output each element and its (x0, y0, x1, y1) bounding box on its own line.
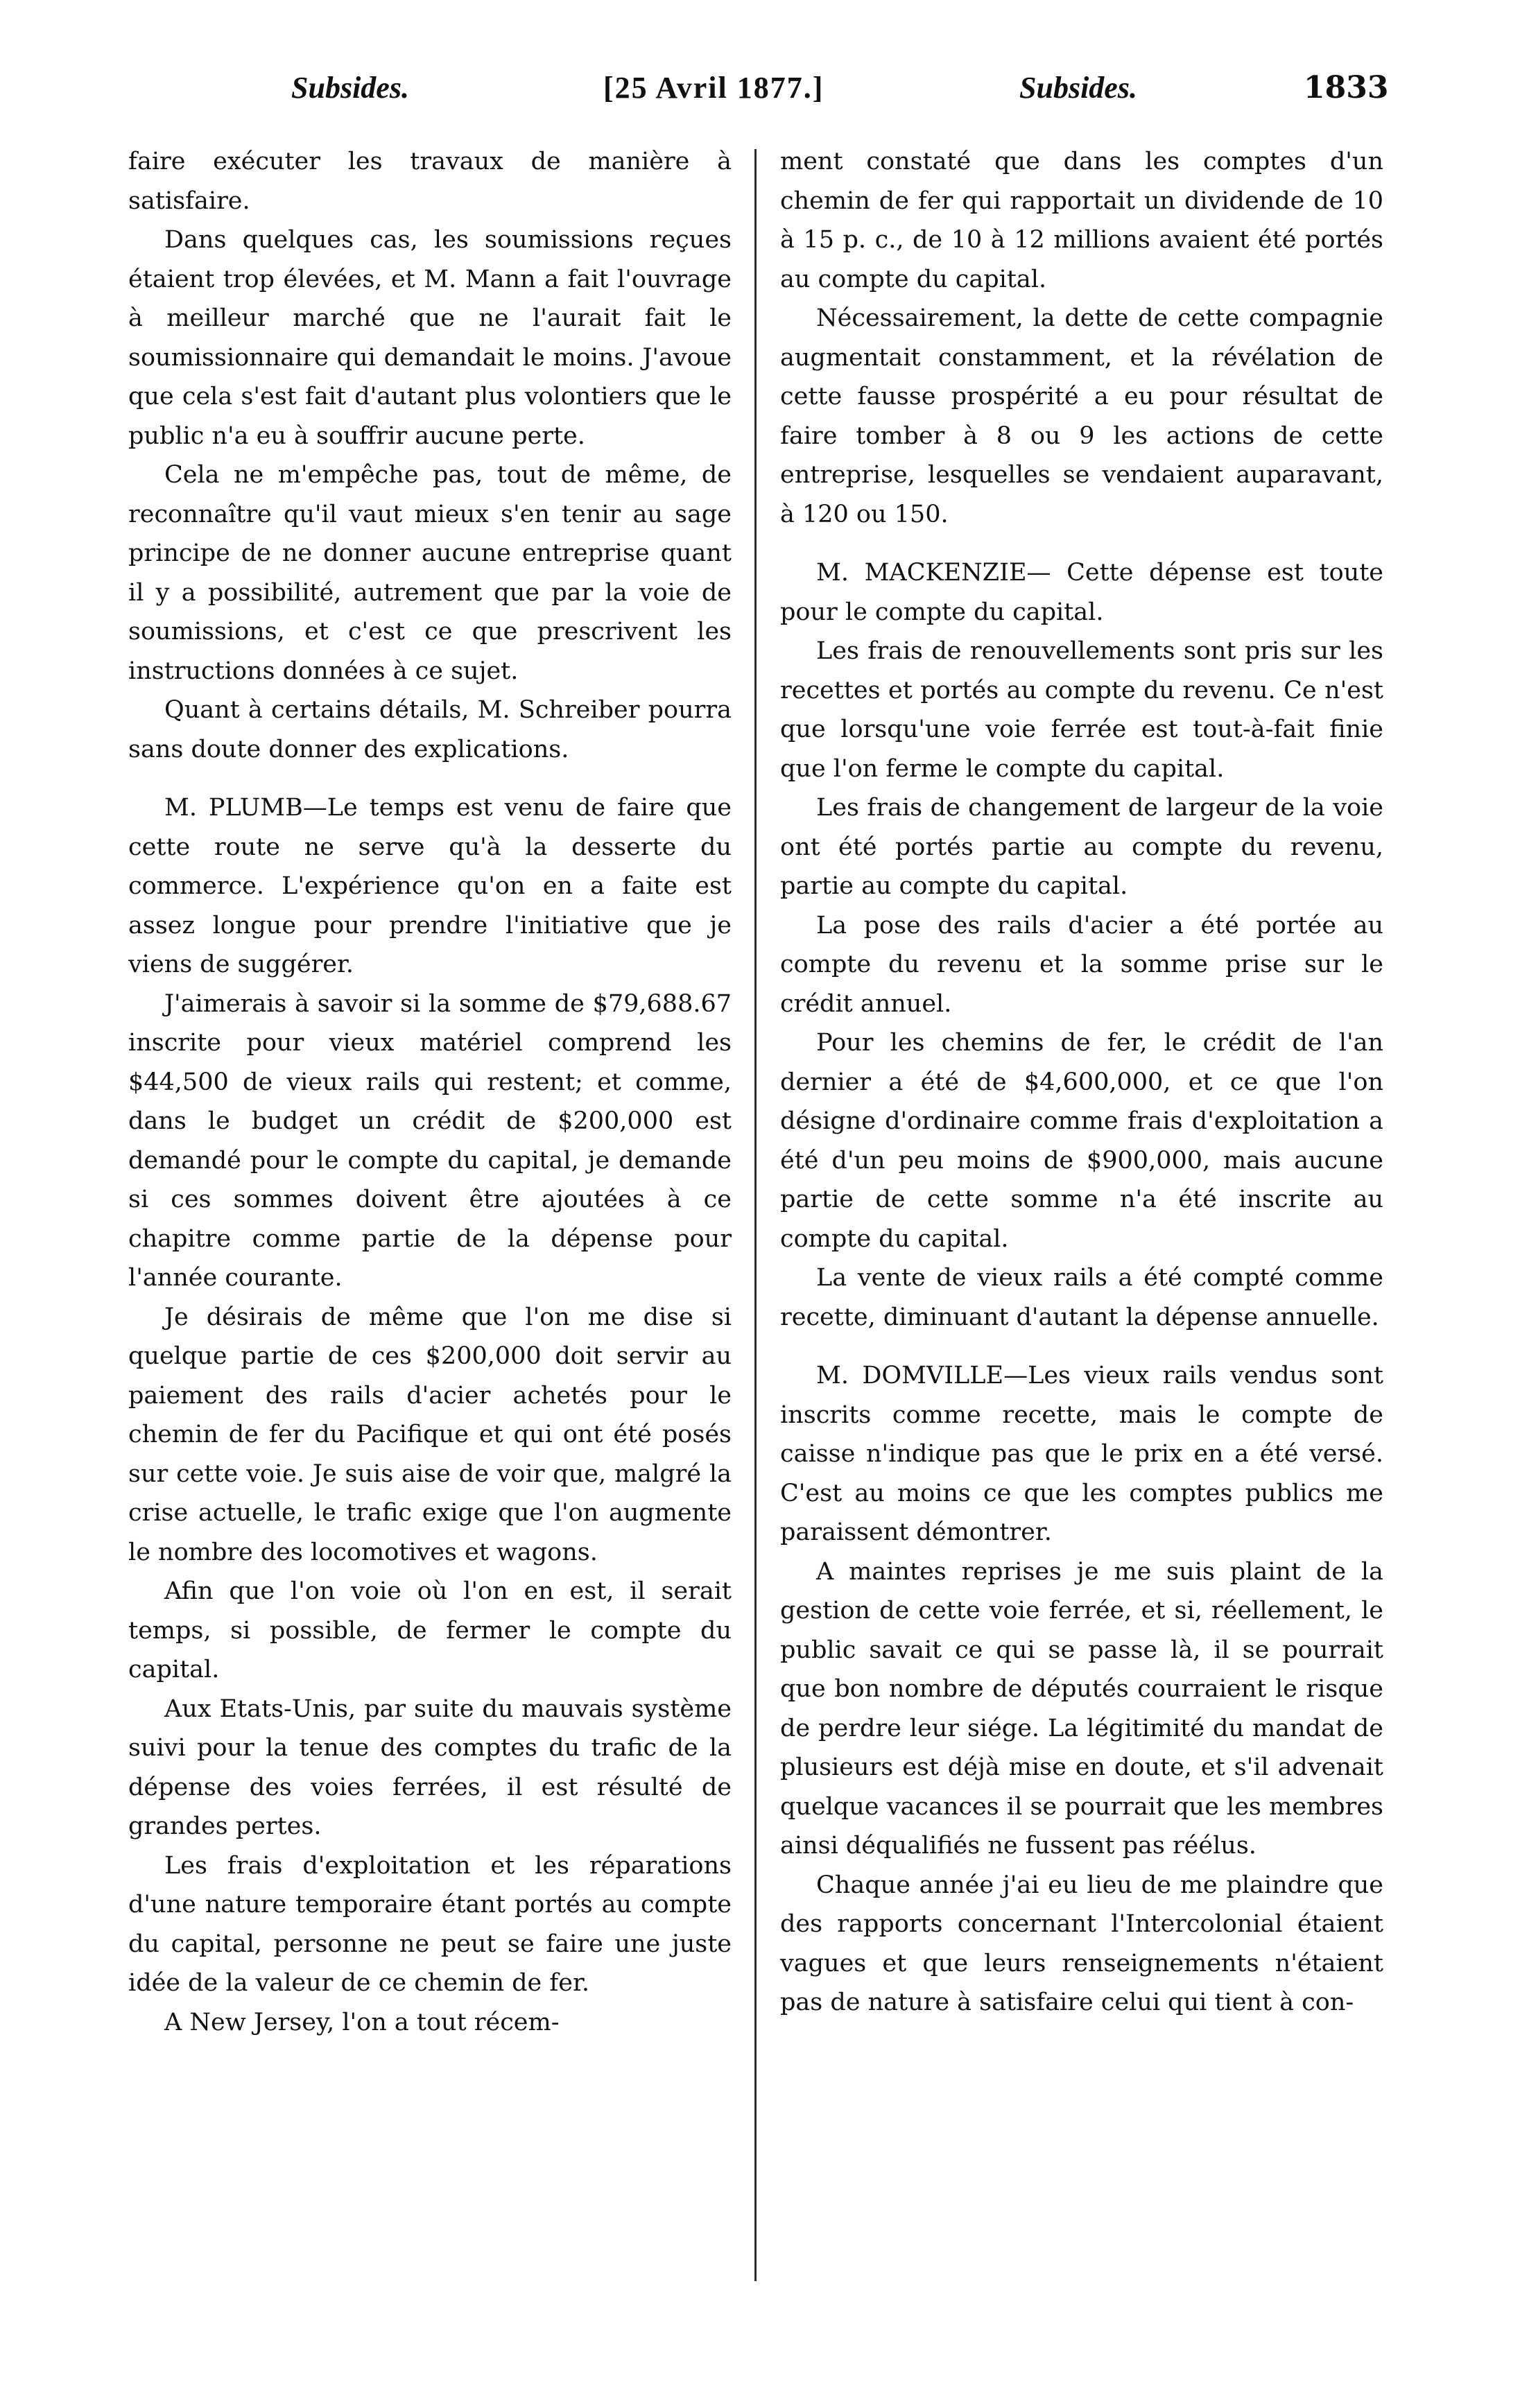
paragraph: Nécessairement, la dette de cette compagnie augmentait constamment, et la révélation de cette fausse prospérité a eu pour résultat de faire tomber à 8 ou 9 les actions de cette entreprise, lesquelles se vendaient auparavant, à 120 ou 150. (780, 304, 1383, 528)
paragraph: Les frais de renouvellements sont pris sur les recettes et portés au compte du revenu. Ce n'est que lorsqu'une voie ferrée est tout-à-fait finie que l'on ferme le compte du capital. (780, 637, 1383, 783)
running-header-date: [25 Avril 1877.] (603, 71, 824, 105)
paragraph: M. DOMVILLE—Les vieux rails vendus sont inscrits comme recette, mais le compte de caisse n'indique pas que le prix en a été versé. C'est au moins ce que les comptes publics me paraissent démontrer. (780, 1362, 1383, 1546)
running-header-left: Subsides. (291, 71, 409, 105)
paragraph: Afin que l'on voie où l'on en est, il serait temps, si possible, de fermer le compte du capital. (128, 1577, 732, 1683)
paragraph: A New Jersey, l'on a tout récem- (164, 2008, 560, 2036)
right-column (780, 142, 1383, 2022)
paragraph: A maintes reprises je me suis plaint de la gestion de cette voie ferrée, et si, réellement, le public savait ce qui se passe là, il se pourrait que bon nombre de députés courraient le risque de perdre leur siége. La légitimité du mandat de plusieurs est déjà mise en doute, et s'il advenait quelque vacances il se pourrait que les membres ainsi déqualifiés ne fussent pas réélus. (780, 1557, 1383, 1860)
left-column (128, 142, 732, 2042)
column-divider (754, 149, 757, 2281)
paragraph: ment constaté que dans les comptes d'un chemin de fer qui rapportait un dividende de 10 à 15 p. c., de 10 à 12 millions avaient été portés au compte du capital. (780, 148, 1383, 293)
paragraph: M. MACKENZIE— Cette dépense est toute pour le compte du capital. (780, 559, 1383, 626)
paragraph: Quant à certains détails, M. Schreiber pourra sans doute donner des explications. (128, 696, 732, 763)
paragraph: Chaque année j'ai eu lieu de me plaindre que des rapports concernant l'Intercolonial étaient vagues et que leurs renseignements n'étaient pas de nature à satisfaire celui qui tient à con- (780, 1871, 1383, 2016)
paragraph: La vente de vieux rails a été compté comme recette, diminuant d'autant la dépense annuelle. (780, 1264, 1383, 1331)
paragraph: Cela ne m'empêche pas, tout de même, de reconnaître qu'il vaut mieux s'en tenir au sage principe de ne donner aucune entreprise quant il y a possibilité, autrement que par la voie de soumissions, et c'est ce que prescrivent les instructions données à ce sujet. (128, 461, 732, 685)
paragraph: La pose des rails d'acier a été portée au compte du revenu et la somme prise sur le crédit annuel. (780, 911, 1383, 1018)
paragraph: Pour les chemins de fer, le crédit de l'an dernier a été de $4,600,000, et ce que l'on désigne d'ordinaire comme frais d'exploitation a été d'un peu moins de $900,000, mais aucune partie de cette somme n'a été inscrite au compte du capital. (780, 1029, 1383, 1253)
paragraph: M. PLUMB—Le temps est venu de faire que cette route ne serve qu'à la desserte du commerce. L'expérience qu'on en a faite est assez longue pour prendre l'initiative que je viens de suggérer. (128, 794, 732, 978)
paragraph: Je désirais de même que l'on me dise si quelque partie de ces $200,000 doit servir au paiement des rails d'acier achetés pour le chemin de fer du Pacifique et qui ont été posés sur cette voie. Je suis aise de voir que, malgré la crise actuelle, le trafic exige que l'on augmente le nombre des locomotives et wagons. (128, 1303, 732, 1566)
paragraph: faire exécuter les travaux de manière à satisfaire. (128, 148, 732, 215)
page-number: 1833 (1304, 70, 1389, 105)
paragraph: Dans quelques cas, les soumissions reçues étaient trop élevées, et M. Mann a fait l'ouvrage à meilleur marché que ne l'aurait fait le soumissionnaire qui demandait le moins. J'avoue que cela s'est fait d'autant plus volontiers que le public n'a eu à souffrir aucune perte. (128, 226, 732, 450)
paragraph: Les frais de changement de largeur de la voie ont été portés partie au compte du revenu, partie au compte du capital. (780, 794, 1383, 900)
paragraph: Les frais d'exploitation et les réparations d'une nature temporaire étant portés au compte du capital, personne ne peut se faire une juste idée de la valeur de ce chemin de fer. (128, 1851, 732, 1997)
running-header-right: Subsides. (1019, 71, 1137, 105)
paragraph: J'aimerais à savoir si la somme de $79,688.67 inscrite pour vieux matériel comprend les $44,500 de vieux rails qui restent; et comme, dans le budget un crédit de $200,000 est demandé pour le compte du capital, je demande si ces sommes doivent être ajoutées à ce chapitre comme partie de la dépense pour l'année courante. (128, 989, 732, 1292)
paragraph: Aux Etats-Unis, par suite du mauvais système suivi pour la tenue des comptes du trafic de la dépense des voies ferrées, il est résulté de grandes pertes. (128, 1695, 732, 1840)
